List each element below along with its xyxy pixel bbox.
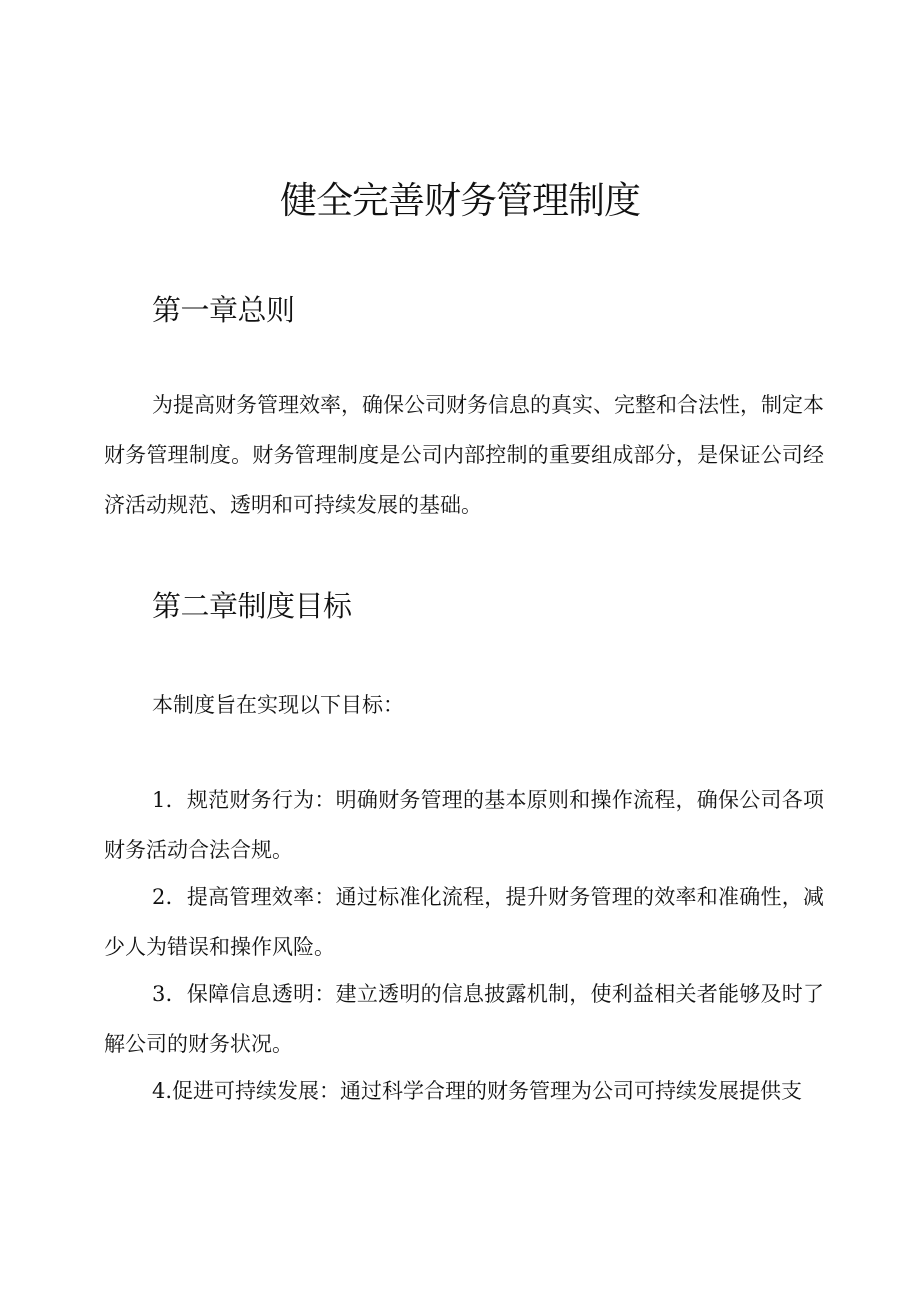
document-title: 健全完善财务管理制度 (280, 179, 640, 222)
chapter-1-heading: 第一章总则 (152, 293, 295, 327)
goal-item-1: 1．规范财务行为：明确财务管理的基本原则和操作流程，确保公司各项财务活动合法合规。 (104, 788, 824, 862)
goal-item-2: 2．提高管理效率：通过标准化流程，提升财务管理的效率和准确性，减少人为错误和操作风险。 (104, 885, 824, 959)
chapter-2-heading: 第二章制度目标 (152, 589, 352, 623)
goal-item-4: 4.促进可持续发展：通过科学合理的财务管理为公司可持续发展提供支 (152, 1079, 803, 1103)
chapter-2-lead: 本制度旨在实现以下目标： (152, 693, 404, 717)
goal-item-3: 3．保障信息透明：建立透明的信息披露机制，使利益相关者能够及时了解公司的财务状况。 (104, 982, 824, 1056)
chapter-1-paragraph: 为提高财务管理效率，确保公司财务信息的真实、完整和合法性，制定本财务管理制度。财务管理制度是公司内部控制的重要组成部分，是保证公司经济活动规范、透明和可持续发展的基础。 (104, 393, 824, 517)
